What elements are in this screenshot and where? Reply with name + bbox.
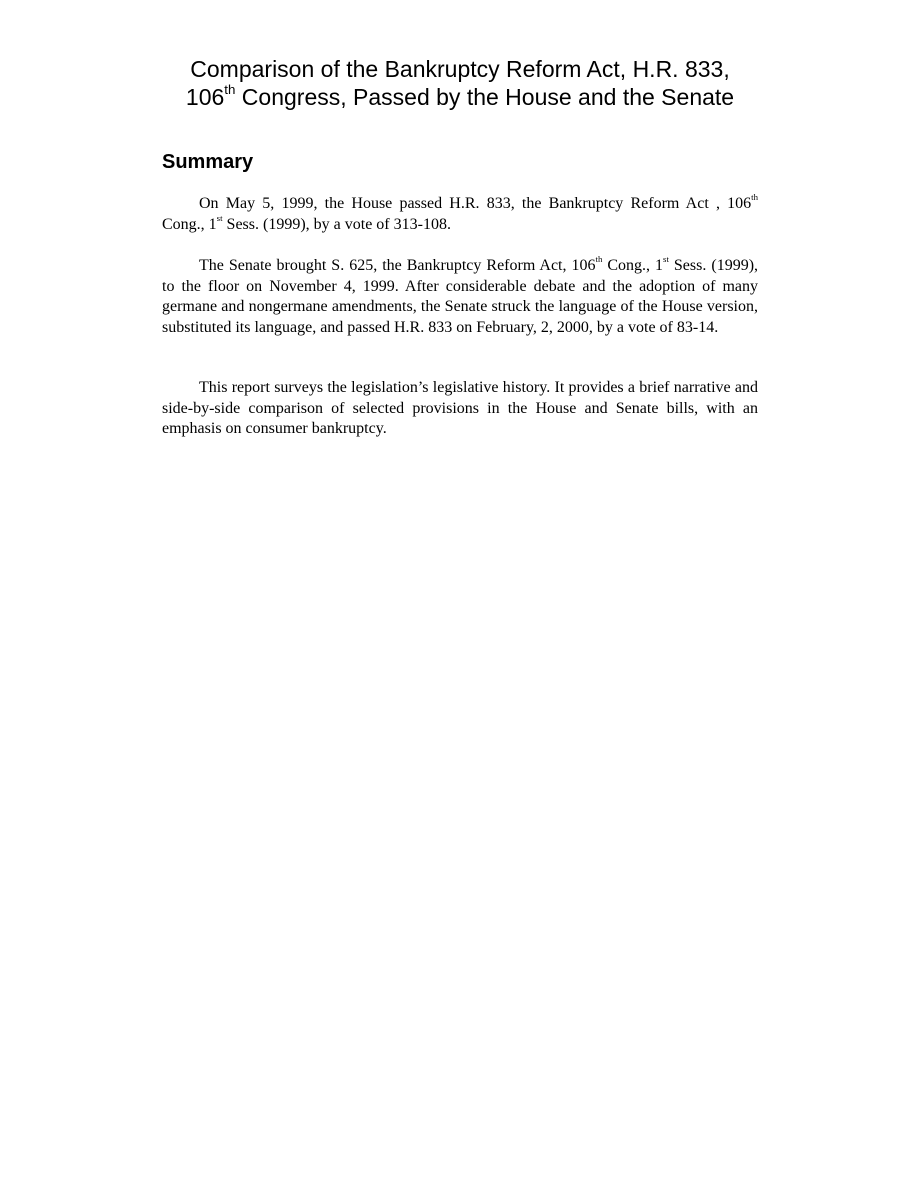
- summary-paragraph-2: [162, 256, 758, 338]
- title-line-2-number: 106: [185, 84, 225, 110]
- paragraph-2-text-c: Sess. (1999), to the floor on November 4, 1999. After considerable debate and the adoption of many germane and nongermane amendments, the Senate struck the language of the House version, substituted its language, and passed H.R. 833 on February, 2, 2000, by a vote of 83-14.: [162, 257, 759, 336]
- paragraph-2-text-a: The Senate brought S. 625, the Bankruptcy Reform Act, 106: [199, 257, 596, 274]
- summary-heading: Summary: [162, 151, 254, 173]
- paragraph-2-sup-a: th: [595, 254, 603, 265]
- paragraph-1-text-c: Sess. (1999), by a vote of 313-108.: [222, 215, 451, 233]
- paragraph-2-text-b: Cong., 1: [602, 257, 664, 274]
- paragraph-1-text-b: Cong., 1: [162, 215, 217, 233]
- title-line-2-rest: Congress, Passed by the House and the Senate: [235, 84, 735, 110]
- document-title: [140, 55, 780, 111]
- summary-paragraph-1: [162, 194, 758, 235]
- paragraph-1-text-a: On May 5, 1999, the House passed H.R. 833, the Bankruptcy Reform Act , 106: [199, 195, 752, 212]
- paragraph-2-sup-b: st: [663, 254, 669, 265]
- title-line-2-superscript: th: [224, 82, 236, 98]
- summary-paragraph-3: This report surveys the legislation’s legislative history. It provides a brief narrative and side-by-side comparison of selected provisions in the House and Senate bills, with an emphasis on consumer bankruptcy.: [162, 379, 758, 437]
- paragraph-1-sup-a: th: [751, 192, 758, 203]
- paragraph-1-sup-b: st: [216, 212, 223, 223]
- title-line-1: Comparison of the Bankruptcy Reform Act, H.R. 833,: [190, 56, 730, 82]
